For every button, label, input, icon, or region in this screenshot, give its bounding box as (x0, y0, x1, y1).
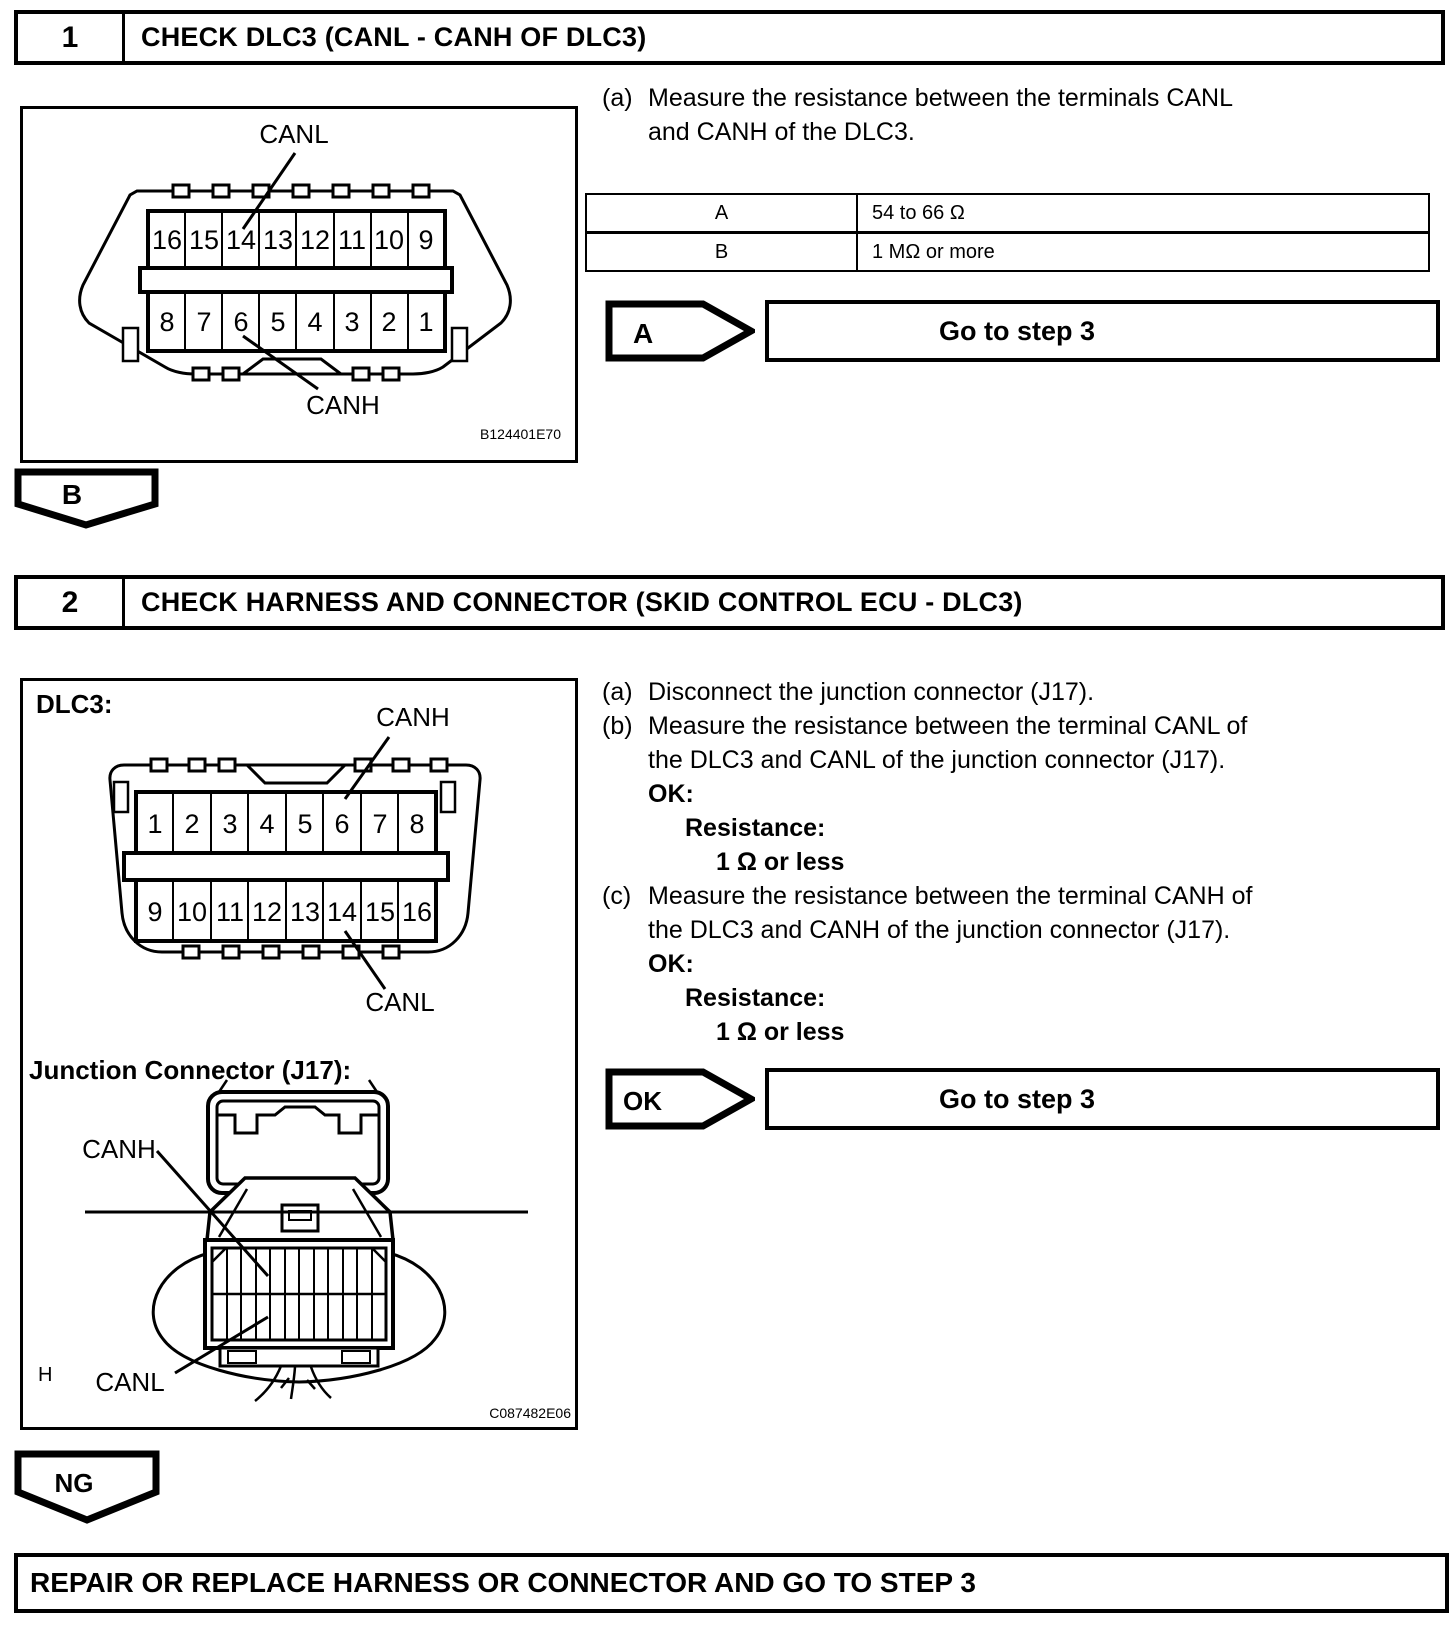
pin-label: 15 (364, 897, 396, 927)
step2-item-b-line1: Measure the resistance between the terminal CANL of (648, 712, 1248, 740)
pin-label: 15 (188, 225, 220, 255)
step2-action-text: Go to step 3 (939, 1083, 1096, 1114)
figure-dlc3-front (20, 106, 578, 463)
step1-action-text: Go to step 3 (939, 315, 1096, 346)
mount-hole-right (441, 782, 455, 812)
step2-ok1-sub: Resistance: (685, 814, 826, 842)
pin-label: 8 (409, 809, 425, 839)
dlc3-figure-title: DLC3: (36, 689, 113, 719)
canh-leader-line (345, 737, 389, 799)
fallthrough-flag-ng (14, 1450, 160, 1525)
step1-header (14, 10, 1445, 65)
pin-label: 12 (299, 225, 331, 255)
pin-label: 16 (401, 897, 433, 927)
pin-label: 12 (251, 897, 283, 927)
pin-label: 9 (147, 897, 163, 927)
pin-label: 14 (225, 225, 257, 255)
connector-center-bar (124, 853, 448, 880)
dlc3-connector-diagram (23, 109, 575, 460)
junction-cap (207, 1178, 393, 1240)
step2-ok2-value: 1 Ω or less (716, 1018, 845, 1046)
step1-item-a-label: (a) (602, 84, 633, 112)
pin-label: 13 (262, 225, 294, 255)
decision-arrow-a-label: A (633, 318, 654, 349)
connector-center-bar (140, 268, 452, 292)
resistance-spec-table (585, 193, 1430, 272)
pin-row-bottom-labels (147, 897, 432, 927)
step1-action-box (765, 300, 1440, 362)
pin-label: 1 (418, 307, 434, 337)
spec-value-a: 54 to 66 Ω (857, 194, 1429, 233)
pin-label: 10 (373, 225, 405, 255)
step1-item-a-line1: Measure the resistance between the terminals CANL (648, 84, 1234, 112)
pin-label: 3 (222, 809, 238, 839)
figure-dlc3-junction (20, 678, 578, 1430)
pin-label: 6 (334, 809, 350, 839)
spec-condition-b: B (586, 233, 857, 272)
canl-callout: CANL (365, 987, 435, 1017)
step2-ok1-label: OK: (648, 780, 694, 808)
table-row (586, 194, 1429, 233)
junction-side-label: H (38, 1364, 53, 1386)
figure-code: B124401E70 (480, 426, 561, 442)
step2-item-a-label: (a) (602, 678, 633, 706)
step2-item-b-label: (b) (602, 712, 633, 740)
pin-row-top (136, 792, 436, 853)
repair-instruction-text: REPAIR OR REPLACE HARNESS OR CONNECTOR AND GO TO STEP 3 (30, 1567, 976, 1598)
junction-wires (255, 1366, 331, 1401)
mount-hole-left (114, 782, 128, 812)
step2-item-c-line2: the DLC3 and CANH of the junction connector (J17). (648, 916, 1231, 944)
junction-body (205, 1240, 393, 1366)
canh-callout: CANH (306, 390, 380, 420)
step2-item-a-text: Disconnect the junction connector (J17). (648, 678, 1095, 706)
fallthrough-flag-ng-label: NG (54, 1468, 94, 1498)
top-edge-notches (151, 759, 447, 783)
decision-arrow-a (605, 300, 755, 362)
junction-canl-callout: CANL (95, 1367, 165, 1397)
pin-label: 6 (233, 307, 249, 337)
pin-label: 1 (147, 809, 163, 839)
fallthrough-flag-b-label: B (61, 479, 83, 510)
pin-label: 5 (270, 307, 286, 337)
junction-connector-title: Junction Connector (J17): (29, 1055, 352, 1085)
pin-label: 13 (289, 897, 321, 927)
canl-callout: CANL (259, 119, 329, 149)
figure-code: C087482E06 (489, 1405, 571, 1421)
fallthrough-flag-b (14, 468, 159, 530)
step1-item-a-line2: and CANH of the DLC3. (648, 118, 915, 146)
step2-header (14, 575, 1445, 630)
spec-value-b: 1 MΩ or more (857, 233, 1429, 272)
pin-label: 5 (297, 809, 313, 839)
repair-instruction-box (14, 1553, 1449, 1613)
pin-label: 4 (259, 809, 275, 839)
decision-arrow-ok-label: OK (623, 1086, 662, 1116)
step2-ok2-label: OK: (648, 950, 694, 978)
mount-hole-left (123, 328, 138, 361)
step2-title: CHECK HARNESS AND CONNECTOR (SKID CONTROL ECU - DLC3) (141, 587, 1023, 617)
pin-label: 10 (176, 897, 208, 927)
pin-label: 11 (215, 897, 245, 927)
pin-label: 16 (151, 225, 183, 255)
step2-item-c-label: (c) (602, 882, 632, 910)
dlc3-junction-diagram (23, 681, 575, 1427)
key-trapezoid (247, 765, 345, 783)
pin-label: 7 (372, 809, 388, 839)
pin-label: 8 (159, 307, 175, 337)
pin-row-top-labels (152, 225, 434, 255)
step2-item-c-line1: Measure the resistance between the terminal CANH of (648, 882, 1253, 910)
step2-item-b-line2: the DLC3 and CANL of the junction connector (J17). (648, 746, 1226, 774)
spec-condition-a: A (586, 194, 857, 233)
step2-number: 2 (18, 579, 125, 626)
pin-label: 9 (418, 225, 434, 255)
mount-hole-right (452, 328, 467, 361)
step1-title: CHECK DLC3 (CANL - CANH OF DLC3) (141, 22, 647, 52)
pin-label: 3 (344, 307, 360, 337)
decision-arrow-ok (605, 1068, 755, 1130)
step1-number: 1 (18, 14, 125, 61)
pin-label: 11 (337, 225, 367, 255)
step2-ok2-sub: Resistance: (685, 984, 826, 1012)
canh-callout: CANH (376, 702, 450, 732)
bottom-edge-notches (193, 359, 399, 380)
pin-label: 7 (196, 307, 212, 337)
step2-action-box (765, 1068, 1440, 1130)
junction-lid (208, 1080, 388, 1193)
step2-ok1-value: 1 Ω or less (716, 848, 845, 876)
pin-label: 14 (326, 897, 358, 927)
pin-label: 2 (184, 809, 200, 839)
pin-label: 2 (381, 307, 397, 337)
junction-canh-callout: CANH (82, 1134, 156, 1164)
pin-row-bottom (148, 292, 445, 351)
table-row (586, 233, 1429, 272)
pin-label: 4 (307, 307, 323, 337)
